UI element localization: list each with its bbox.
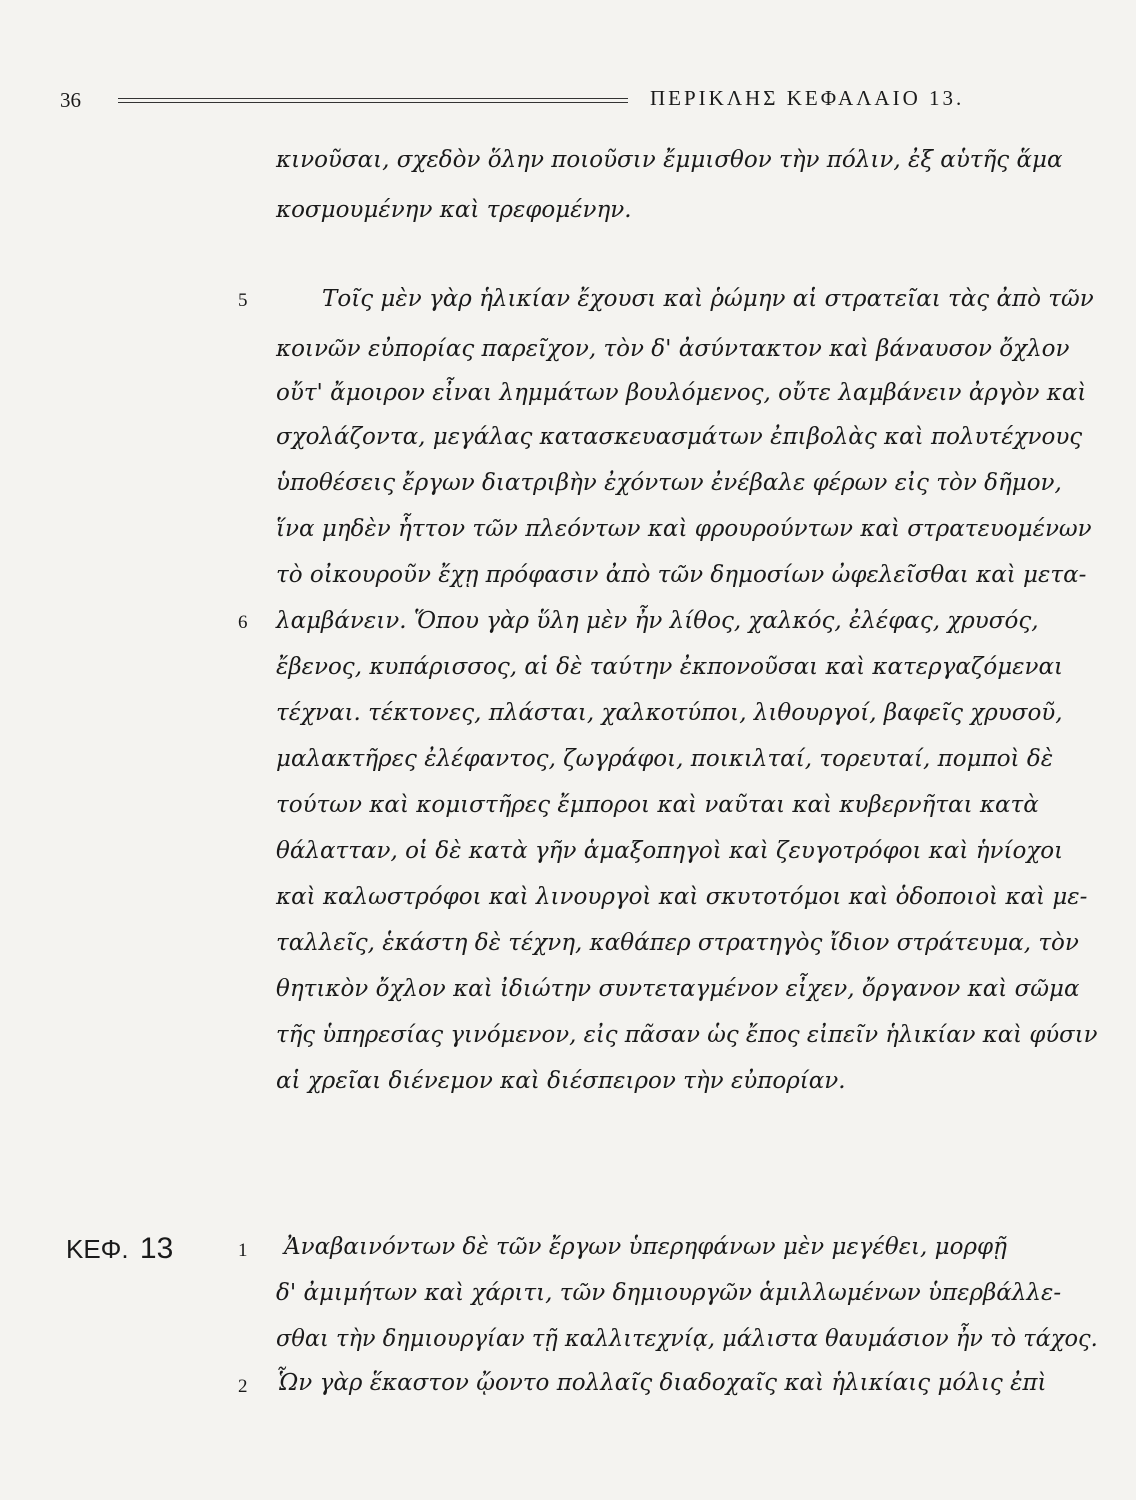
header-rule [118, 98, 628, 103]
text-line: σθαι τὴν δημιουργίαν τῇ καλλιτεχνίᾳ, μάλιστα θαυμάσιον ἦν τὸ τάχος. [276, 1326, 1098, 1352]
line-number: 5 [238, 290, 248, 311]
chapter-label [66, 1232, 173, 1266]
text-line: λαμβάνειν. Ὅπου γὰρ ὕλη μὲν ἦν λίθος, χαλκός, ἐλέφας, χρυσός, [276, 608, 1039, 634]
text-line: ἔβενος, κυπάρισσος, αἱ δὲ ταύτην ἐκπονοῦσαι καὶ κατεργαζόμεναι [276, 654, 1064, 680]
text-line: κοσμουμένην καὶ τρεφομένην. [276, 197, 632, 223]
text-line: ἵνα μηδὲν ἧττον τῶν πλεόντων καὶ φρουρούντων καὶ στρατευομένων [276, 516, 1092, 542]
text-line: θητικὸν ὄχλον καὶ ἰδιώτην συντεταγμένον εἶχεν, ὄργανον καὶ σῶμα [276, 976, 1080, 1002]
text-line: ταλλεῖς, ἑκάστη δὲ τέχνη, καθάπερ στρατηγὸς ἴδιον στράτευμα, τὸν [276, 930, 1079, 956]
text-line: δ' ἀμιμήτων καὶ χάριτι, τῶν δημιουργῶν ἁμιλλωμένων ὑπερβάλλε- [276, 1280, 1062, 1306]
text-line: αἱ χρεῖαι διένεμον καὶ διέσπειρον τὴν εὐπορίαν. [276, 1068, 846, 1094]
text-line: ὑποθέσεις ἔργων διατριβὴν ἐχόντων ἐνέβαλε φέρων εἰς τὸν δῆμον, [276, 470, 1062, 496]
text-line: Ἀναβαινόντων δὲ τῶν ἔργων ὑπερηφάνων μὲν μεγέθει, μορφῇ [284, 1234, 1007, 1260]
page-number: 36 [60, 88, 81, 112]
text-line: καὶ καλωστρόφοι καὶ λινουργοὶ καὶ σκυτοτόμοι καὶ ὁδοποιοὶ καὶ με- [276, 884, 1088, 910]
line-number: 1 [238, 1240, 248, 1261]
text-line: τὸ οἰκουροῦν ἔχῃ πρόφασιν ἀπὸ τῶν δημοσίων ὠφελεῖσθαι καὶ μετα- [276, 562, 1087, 588]
text-line: μαλακτῆρες ἐλέφαντος, ζωγράφοι, ποικιλταί, τορευταί, πομποὶ δὲ [276, 746, 1054, 772]
text-line: τούτων καὶ κομιστῆρες ἔμποροι καὶ ναῦται καὶ κυβερνῆται κατὰ [276, 792, 1039, 818]
line-number: 2 [238, 1376, 248, 1397]
line-number: 6 [238, 612, 248, 633]
text-line: θάλατταν, οἱ δὲ κατὰ γῆν ἁμαξοπηγοὶ καὶ ζευγοτρόφοι καὶ ἡνίοχοι [276, 838, 1064, 864]
chapter-number: 13 [139, 1232, 174, 1265]
text-line: κινοῦσαι, σχεδὸν ὅλην ποιοῦσιν ἔμμισθον τὴν πόλιν, ἐξ αὑτῆς ἅμα [276, 147, 1063, 173]
text-line: τῆς ὑπηρεσίας γινόμενον, εἰς πᾶσαν ὡς ἔπος εἰπεῖν ἡλικίαν καὶ φύσιν [276, 1022, 1098, 1048]
text-line: Ὧν γὰρ ἕκαστον ᾤοντο πολλαῖς διαδοχαῖς καὶ ἡλικίαις μόλις ἐπὶ [276, 1370, 1047, 1396]
text-line: κοινῶν εὐπορίας παρεῖχον, τὸν δ' ἀσύντακτον καὶ βάναυσον ὄχλον [276, 336, 1070, 362]
text-line: οὔτ' ἄμοιρον εἶναι λημμάτων βουλόμενος, οὔτε λαμβάνειν ἀργὸν καὶ [276, 380, 1087, 406]
text-line: τέχναι. τέκτονες, πλάσται, χαλκοτύποι, λιθουργοί, βαφεῖς χρυσοῦ, [276, 700, 1063, 726]
chapter-label-text: ΚΕΦ. [66, 1234, 129, 1264]
text-line: Τοῖς μὲν γὰρ ἡλικίαν ἔχουσι καὶ ῥώμην αἱ στρατεῖαι τὰς ἀπὸ τῶν [322, 286, 1094, 312]
text-line: σχολάζοντα, μεγάλας κατασκευασμάτων ἐπιβολὰς καὶ πολυτέχνους [276, 424, 1083, 450]
running-head: ΠΕΡΙΚΛΗΣ ΚΕΦΑΛΑΙΟ 13. [650, 86, 965, 110]
